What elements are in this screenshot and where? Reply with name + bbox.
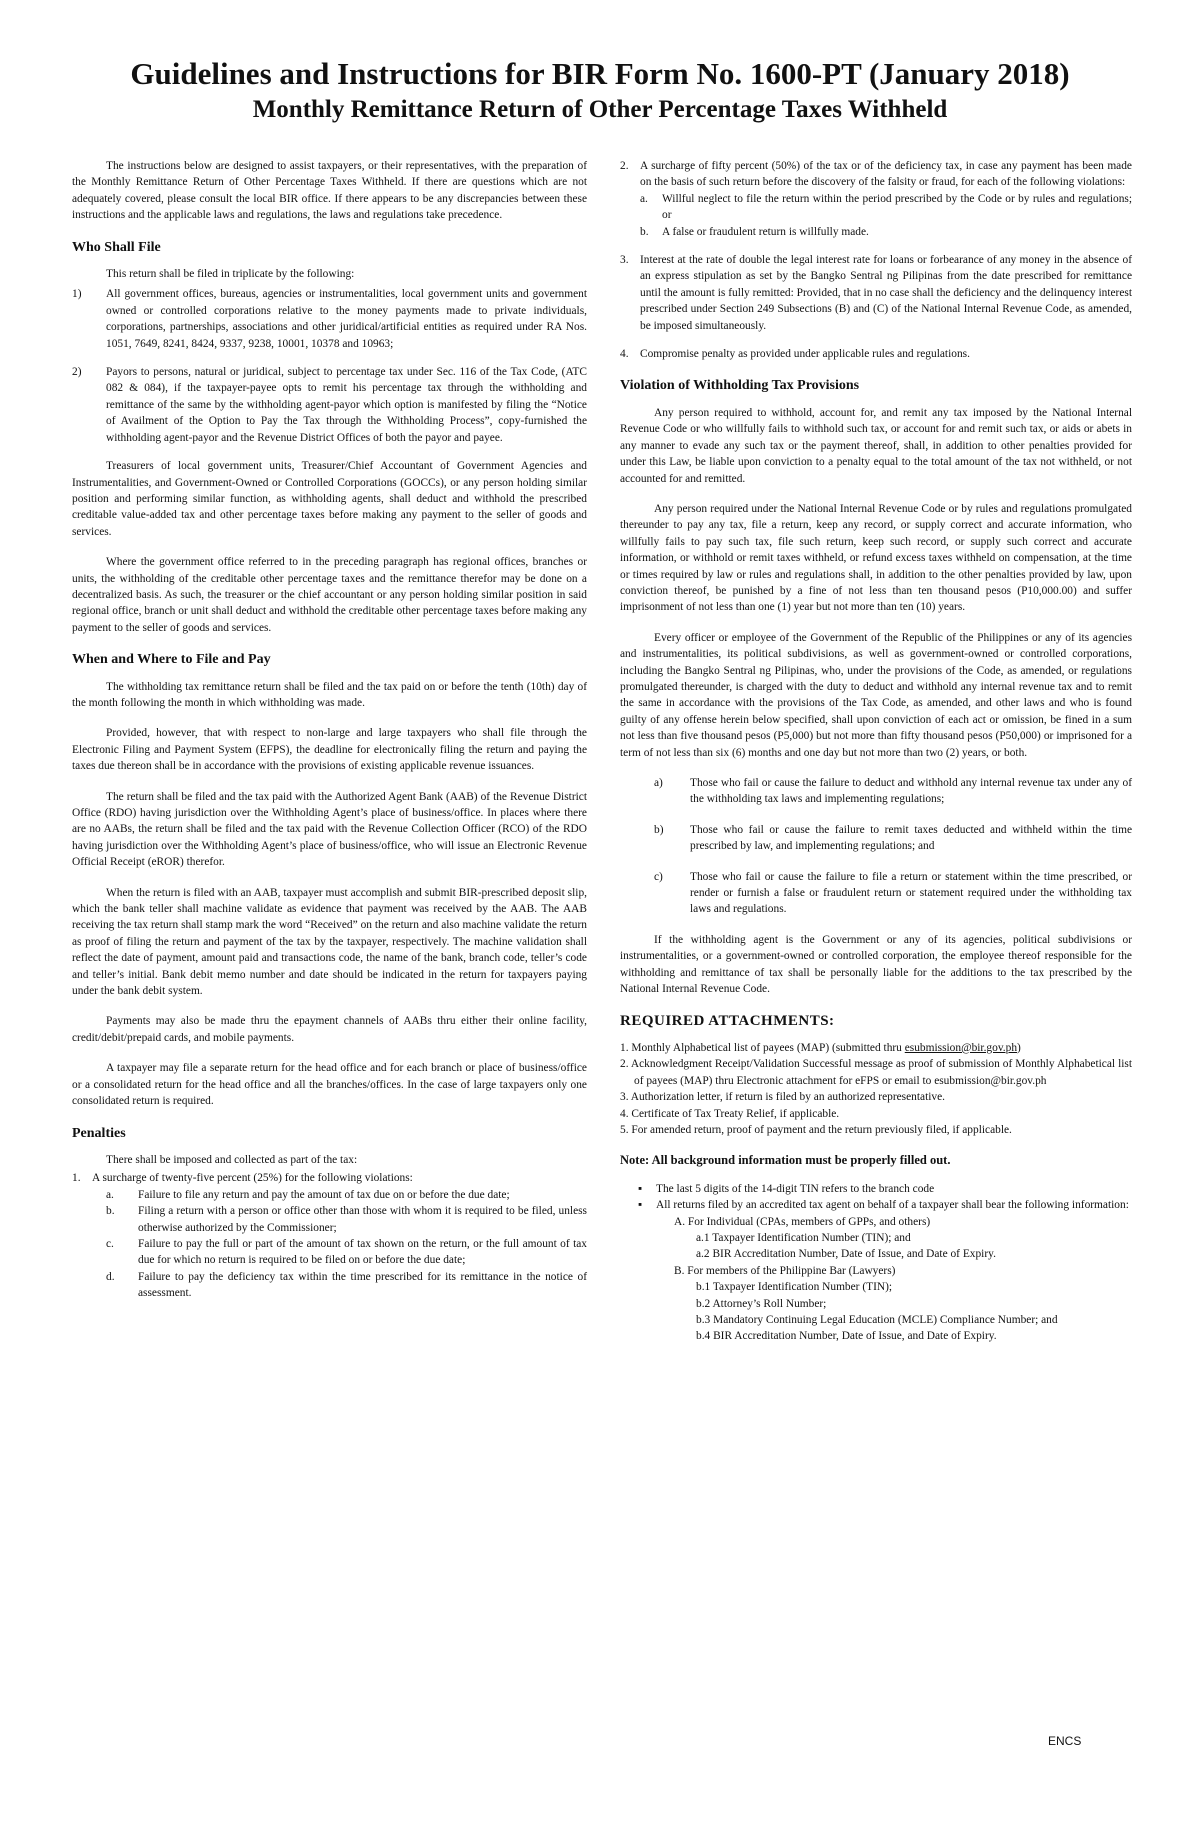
paragraph: Provided, however, that with respect to non-large and large taxpayers who shall file through the Electronic Filing and Payment System (EFPS), the deadline for electronically filing the return and paying the taxes due thereon shall be in accordance with the provisions of existing applicable revenue issuances. [72, 727, 587, 773]
list-number: 4. [620, 348, 629, 361]
bullet-icon: ▪ [638, 1182, 643, 1195]
bullet-item: ▪ The last 5 digits of the 14-digit TIN refers to the branch code [638, 1181, 1132, 1197]
list-item: b) Those who fail or cause the failure to remit taxes deducted and withheld within the time prescribed by law, and implementing regulations; and [654, 823, 1132, 853]
list-number: 2) [72, 366, 82, 379]
who-lead: This return shall be filed in triplicate by the following: [106, 268, 355, 281]
email-link[interactable]: esubmission@bir.gov.ph [904, 1041, 1018, 1054]
sub-list-item: b. Filing a return with a person or office other than those with whom it is required to be filed, unless otherwise authorized by the Commissioner; [106, 1205, 587, 1234]
list-item: c) Those who fail or cause the failure to file a return or statement within the time prescribed, or render or furnish a false or fraudulent return or statement required under the withholding tax laws and regulations. [654, 870, 1132, 916]
list-item [72, 1170, 587, 1186]
note-sub-heading: B. For members of the Philippine Bar (Lawyers) [674, 1264, 896, 1277]
list-text: A surcharge of fifty percent (50%) of the tax or of the deficiency tax, in case any payment has been made on the basis of such return before the discovery of the falsity or fraud, for each of the following violations: [640, 160, 1132, 189]
paragraph: When the return is filed with an AAB, taxpayer must accomplish and submit BIR-prescribed deposit slip, which the bank teller shall machine validate as evidence that payment was received by the AAB. The AAB receiving the tax return shall stamp mark the word “Received” on the return and also machine validate the return as proof of filing the return and payment of the tax by the taxpayer, respectively. The machine validation shall reflect the date of payment, amount paid and transactions code, the name of the bank, branch code, teller’s code and teller’s initial. Bank debit memo number and date should be indicated in the return for taxpayers paying under the bank debit system. [72, 886, 587, 998]
note-sub-item: b.4 BIR Accreditation Number, Date of Issue, and Date of Expiry. [696, 1330, 997, 1343]
section-heading-attachments: REQUIRED ATTACHMENTS: [620, 1013, 835, 1030]
note-sub-item: b.3 Mandatory Continuing Legal Education (MCLE) Compliance Number; and [696, 1313, 1058, 1326]
list-text: Compromise penalty as provided under applicable rules and regulations. [640, 348, 970, 361]
paragraph: The return shall be filed and the tax paid with the Authorized Agent Bank (AAB) of the Revenue District Office (RDO) having jurisdiction over the Withholding Agent’s place of business/office. In places where there are no AABs, the return shall be filed and the tax paid with the Revenue Collection Officer (RCO) of the RDO having jurisdiction over the Withholding Agent’s place of business/office, who will issue an Electronic Revenue Official Receipt (eROR) therefor. [72, 790, 587, 869]
sub-list-item: b. A false or fraudulent return is willfully made. [640, 225, 869, 238]
list-number: 1. [72, 1172, 81, 1185]
section-heading-when-where: When and Where to File and Pay [72, 652, 271, 668]
paragraph: Payments may also be made thru the epayment channels of AABs thru either their online facility, credit/debit/prepaid cards, and mobile payments. [72, 1015, 587, 1044]
paragraph: Treasurers of local government units, Treasurer/Chief Accountant of Government Agencies and Instrumentalities, and Government-Owned or Controlled Corporations (GOCCs), or any person holding similar position and performing similar function, as withholding agents, shall deduct and withhold the prescribed creditable value-added tax and other percentage taxes before making any payment to the seller of goods and services. [72, 460, 587, 538]
paragraph: Every officer or employee of the Government of the Republic of the Philippines or any of its agencies and instrumentalities, its political subdivisions, as well as government-owned or controlled corporations, including the Bangko Sentral ng Pilipinas, who, under the provisions of the Code, as amended, or regulations promulgated thereunder, is charged with the duty to deduct and withhold any internal revenue tax and to remit the same in accordance with the provisions of the Tax Code, as amended, and other laws and who is found guilty of any offense herein below specified, shall upon conviction of each act or omission, be fined in a sum not less than five thousand pesos (P5,000) but not more than fifty thousand pesos (P50,000) or imprisoned for a term of not less than six (6) months and one day but not more than two (2) years, or both. [620, 631, 1132, 759]
list-text: Interest at the rate of double the legal interest rate for loans or forbearance of any money in the absence of an express stipulation as set by the Bangko Sentral ng Pilipinas from the date prescribed for remittance until the amount is fully remitted: Provided, that in no case shall the deficiency and the delinquency interest prescribed under Section 249 Subsections (B) and (C) of the National Internal Revenue Code, as amended, be imposed simultaneously. [640, 254, 1132, 332]
right-column [620, 158, 1132, 1345]
section-heading-penalties: Penalties [72, 1125, 126, 1141]
sub-list-item: a. Willful neglect to file the return within the period prescribed by the Code or by rules and regulations; or [640, 192, 1132, 222]
note-sub-item: b.2 Attorney’s Roll Number; [696, 1297, 827, 1310]
left-column [72, 158, 587, 1302]
note-sub-item: a.1 Taxpayer Identification Number (TIN); and [696, 1231, 911, 1244]
attachment-item: 4. Certificate of Tax Treaty Relief, if applicable. [620, 1107, 840, 1120]
attachment-item: 2. Acknowledgment Receipt/Validation Successful message as proof of submission of Monthly Alphabetical list of payees (MAP) thru Electronic attachment for eFPS or email to esubmission@bir.gov.ph [620, 1058, 1132, 1087]
footer-label: ENCS [1048, 1734, 1082, 1748]
paragraph: Any person required under the National Internal Revenue Code or by rules and regulations promulgated thereunder to pay any tax, file a return, keep any record, or supply correct and accurate information, who willfully fails to pay such tax, file such return, keep such record, or supply such correct and accurate information, or withhold or remit taxes withheld, or refund excess taxes withheld on compensation, at the time or times required by law or rules and regulations shall, in addition to the other penalties provided by law, upon conviction thereof, be punished by a fine of not less than ten thousand pesos (P10,000.00) and suffer imprisonment of not less than one (1) year but not more than ten (10) years. [620, 502, 1132, 614]
bullet-item: ▪ All returns filed by an accredited tax agent on behalf of a taxpayer shall bear the following information: [638, 1197, 1132, 1213]
section-heading-who-shall-file: Who Shall File [72, 239, 161, 255]
paragraph: The withholding tax remittance return shall be filed and the tax paid on or before the tenth (10th) day of the month following the month in which withholding was made. [72, 680, 587, 709]
penalties-lead: There shall be imposed and collected as part of the tax: [106, 1153, 358, 1166]
attachment-item: 5. For amended return, proof of payment and the return previously filed, if applicable. [620, 1123, 1012, 1136]
page-subtitle: Monthly Remittance Return of Other Percentage Taxes Withheld [252, 96, 948, 123]
list-item [620, 346, 1132, 362]
paragraph: Any person required to withhold, account for, and remit any tax imposed by the National Internal Revenue Code or who willfully fails to withhold such tax, or account for and remit such tax, or aids or abets in any manner to evade any such tax or the payment thereof, shall, in addition to other penalties provided for under this Law, be liable upon conviction to a penalty equal to the total amount of the tax not withheld, or not accounted for and remitted. [620, 406, 1132, 485]
list-item [620, 252, 1132, 334]
list-item: a) Those who fail or cause the failure to deduct and withhold any internal revenue tax under any of the withholding tax laws and implementing regulations; [654, 777, 1132, 806]
list-item [620, 158, 1132, 191]
bullet-icon: ▪ [638, 1199, 643, 1212]
note-sub-heading: A. For Individual (CPAs, members of GPPs, and others) [674, 1215, 931, 1228]
sub-list-item: c. Failure to pay the full or part of the amount of tax shown on the return, or the full amount of tax due for which no return is required to be filed on or before the due date; [106, 1237, 587, 1267]
attachment-item: 1. Monthly Alphabetical list of payees (MAP) (submitted thru esubmission@bir.gov.ph) [620, 1041, 1021, 1054]
note-sub-item: b.1 Taxpayer Identification Number (TIN); [696, 1281, 893, 1294]
list-number: 1) [72, 288, 82, 301]
list-number: 3. [620, 254, 629, 267]
paragraph: Where the government office referred to in the preceding paragraph has regional offices, branches or units, the withholding of the creditable other percentage taxes and the remittance therefor may be done on a decentralized basis. As such, the treasurer or the chief accountant or any person holding similar position in said regional office, branch or unit shall deduct and withhold the creditable other percentage taxes before making any payment to the seller of goods and services. [72, 556, 587, 634]
attachment-item: 3. Authorization letter, if return is filed by an authorized representative. [620, 1091, 946, 1104]
note-heading: Note: All background information must be properly filled out. [620, 1153, 951, 1168]
page-title: Guidelines and Instructions for BIR Form No. 1600-PT (January 2018) [130, 56, 1070, 91]
sub-list-item: d. Failure to pay the deficiency tax within the time prescribed for its remittance in the notice of assessment. [106, 1270, 587, 1300]
list-text: All government offices, bureaus, agencies or instrumentalities, local government units and government owned or controlled corporations relative to the money payments made to private individuals, corporations, partnerships, associations and other juridical/artificial entities as required under RA Nos. 1051, 7649, 8241, 8424, 9337, 9238, 10001, 10378 and 10963; [106, 288, 587, 350]
sub-list-item: a. Failure to file any return and pay the amount of tax due on or before the due date; [106, 1188, 510, 1201]
list-text: Payors to persons, natural or juridical, subject to percentage tax under Sec. 116 of the Tax Code, (ATC 082 & 084), if the taxpayer-payee opts to remit his percentage tax through the withholding and remittance of the same by the withholding agent-payor which option is manifested by filing the “Notice of Availment of the Option to Pay the Tax through the Withholding Process”, copy-furnished the withholding agent-payor and the Revenue District Offices of both the payor and payee. [106, 366, 587, 444]
list-text: A surcharge of twenty-five percent (25%) for the following violations: [92, 1172, 413, 1185]
paragraph: A taxpayer may file a separate return for the head office and for each branch or place of business/office or a consolidated return for the head office and all the branches/offices. In the case of large taxpayers only one consolidated return is required. [72, 1062, 587, 1108]
list-item [72, 364, 587, 446]
intro-paragraph: The instructions below are designed to assist taxpayers, or their representatives, with the preparation of the Monthly Remittance Return of Other Percentage Taxes Withheld. If there are questions which are not adequately covered, please consult the local BIR office. If there appears to be any discrepancies between these instructions and the applicable laws and regulations, the laws and regulations take precedence. [72, 160, 587, 222]
paragraph: If the withholding agent is the Government or any of its agencies, political subdivisions or instrumentalities, or a government-owned or controlled corporation, the employee thereof responsible for the withholding and remittance of tax shall be personally liable for the additions to the tax prescribed by the National Internal Revenue Code. [620, 933, 1132, 996]
list-item [72, 286, 587, 352]
list-number: 2. [620, 160, 629, 172]
note-sub-item: a.2 BIR Accreditation Number, Date of Issue, and Date of Expiry. [696, 1248, 996, 1261]
section-heading-violation: Violation of Withholding Tax Provisions [620, 378, 860, 394]
